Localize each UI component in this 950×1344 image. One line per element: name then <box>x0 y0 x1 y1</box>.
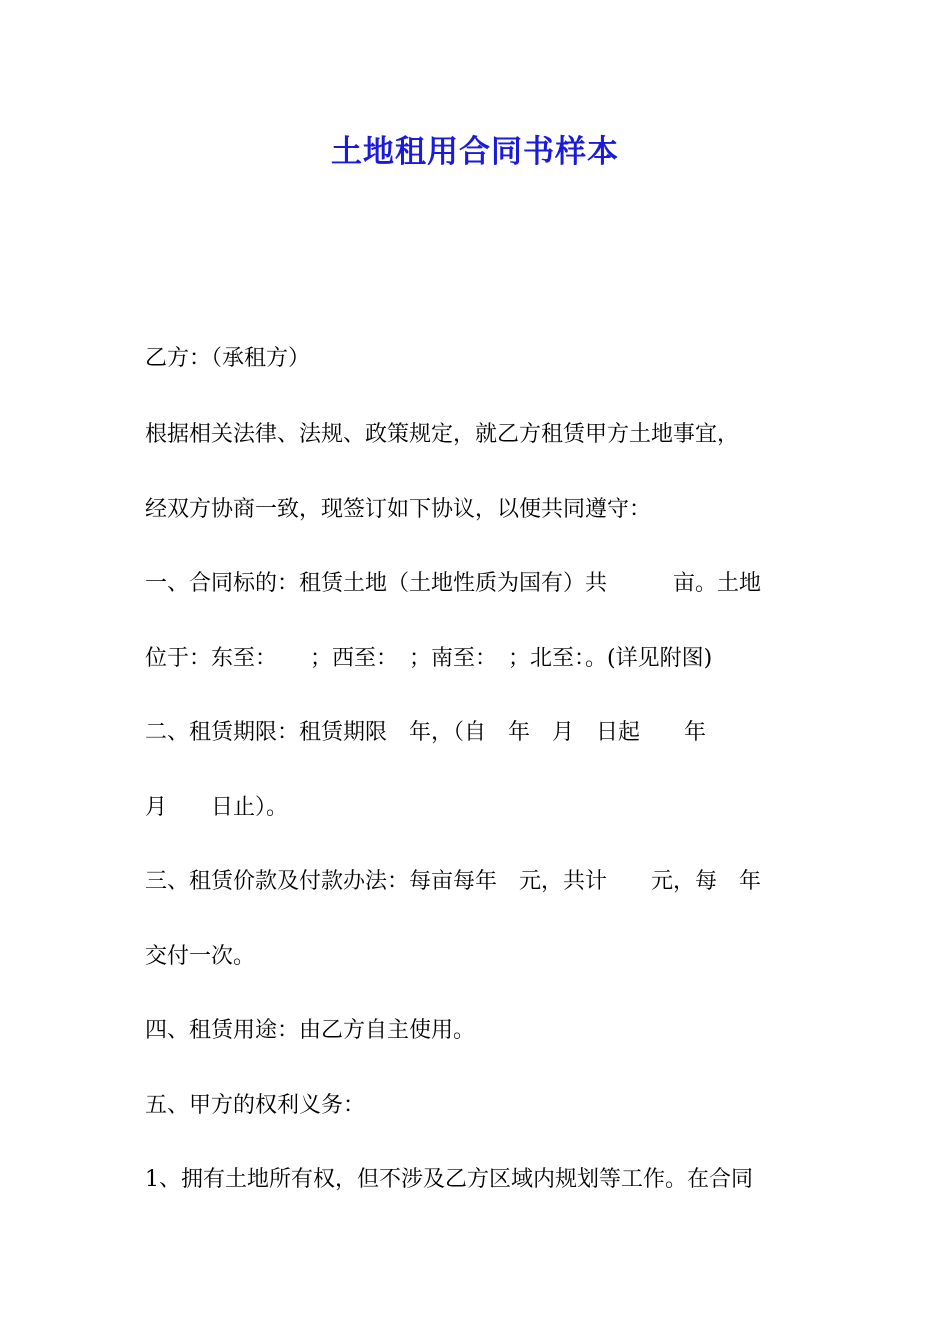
preamble-line-1: 根据相关法律、法规、政策规定，就乙方租赁甲方土地事宜， <box>145 422 740 447</box>
document-title: 土地租用合同书样本 <box>331 134 619 170</box>
clause-2-line-2: 月 日止）。 <box>145 795 289 820</box>
clause-1-line-2: 位于：东至： ；西至： ；南至： ；北至：。(详见附图) <box>145 646 713 671</box>
clause-3-line-1: 三、租赁价款及付款办法：每亩每年 元，共计 元，每 年 <box>145 869 762 894</box>
clause-2-line-1: 二、租赁期限：租赁期限 年，（自 年 月 日起 年 <box>145 720 707 745</box>
clause-3-line-2: 交付一次。 <box>145 944 256 969</box>
party-b-line: 乙方：（承租方） <box>145 346 311 371</box>
preamble-line-2: 经双方协商一致，现签订如下协议，以便共同遵守： <box>145 497 652 522</box>
clause-4-line: 四、租赁用途：由乙方自主使用。 <box>145 1018 476 1043</box>
clause-5-heading: 五、甲方的权利义务： <box>145 1093 366 1118</box>
clause-1-line-1: 一、合同标的：租赁土地（土地性质为国有）共 亩。土地 <box>145 571 762 596</box>
clause-5-item-1-line: 1、拥有土地所有权，但不涉及乙方区域内规划等工作。在合同 <box>145 1167 753 1192</box>
